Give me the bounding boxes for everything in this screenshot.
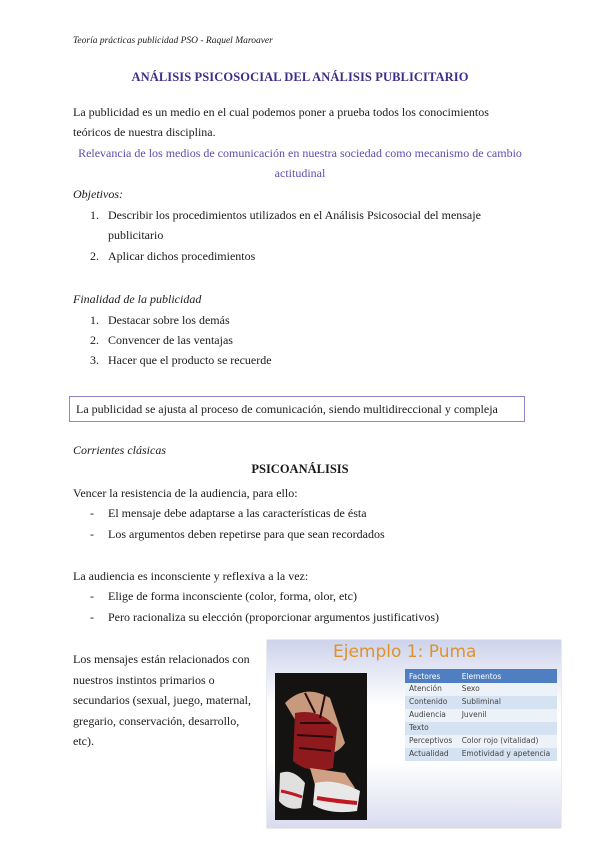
list-item: - Pero racionaliza su elección (proporcionar argumentos justificativos)	[90, 610, 439, 624]
list-item-text: Los argumentos deben repetirse para que sean recordados	[108, 527, 385, 541]
list-item: 2. Aplicar dichos procedimientos	[90, 249, 256, 263]
column-header: Elementos	[458, 669, 557, 683]
list-item: 2. Convencer de las ventajas	[90, 333, 233, 347]
list-item-text: Hacer que el producto se recuerde	[108, 353, 272, 367]
list-item: 1. Destacar sobre los demás	[90, 313, 230, 327]
finalidad-heading: Finalidad de la publicidad	[73, 292, 202, 306]
table-row	[405, 748, 557, 761]
table-header-row	[405, 669, 557, 683]
psicoanalisis-heading: PSICOANÁLISIS	[251, 462, 349, 476]
list-item: - Elige de forma inconsciente (color, forma, olor, etc)	[90, 589, 357, 603]
ad-photo	[275, 673, 367, 820]
table-cell: Subliminal	[458, 696, 557, 709]
table-row	[405, 735, 557, 748]
column-header: Factores	[405, 669, 458, 683]
mensajes-paragraph: Los mensajes están relacionados con nuestros instintos primarios o secundarios (sexual, juego, maternal, gregario, conservación, desarrollo, etc).	[73, 652, 251, 748]
table-cell: Contenido	[405, 696, 458, 709]
table-cell: Sexo	[458, 683, 557, 696]
list-item: 1. Describir los procedimientos utilizados en el Análisis Psicosocial del mensaje publicitario	[90, 208, 481, 242]
subtitle: Relevancia de los medios de comunicación en nuestra sociedad como mecanismo de cambio actitudinal	[78, 146, 522, 180]
table-cell: Actualidad	[405, 748, 458, 761]
table-cell: Juvenil	[458, 709, 557, 722]
list-item-text: El mensaje debe adaptarse a las características de ésta	[108, 506, 367, 520]
intro-paragraph: La publicidad es un medio en el cual podemos poner a prueba todos los conocimientos teóricos de nuestra disciplina.	[73, 105, 489, 139]
objetivos-heading: Objetivos:	[73, 187, 123, 201]
table-cell: Atención	[405, 683, 458, 696]
finalidad-list	[73, 310, 513, 370]
document-title: ANÁLISIS PSICOSOCIAL DEL ANÁLISIS PUBLICITARIO	[131, 70, 469, 84]
list-item-text: Pero racionaliza su elección (proporcionar argumentos justificativos)	[108, 610, 439, 624]
list-item: - El mensaje debe adaptarse a las características de ésta	[90, 506, 367, 520]
table-cell: Perceptivos	[405, 735, 458, 748]
table-row	[405, 709, 557, 722]
table-cell: Texto	[405, 722, 458, 735]
table-row	[405, 696, 557, 709]
list-item-text: Destacar sobre los demás	[108, 313, 230, 327]
list-item-text: Elige de forma inconsciente (color, forma, olor, etc)	[108, 589, 357, 603]
page-header: Teoría prácticas publicidad PSO - Raquel Maroaver	[73, 36, 273, 46]
audiencia-list	[73, 586, 543, 627]
audiencia-paragraph: La audiencia es inconsciente y reflexiva a la vez:	[73, 569, 309, 583]
table-row	[405, 722, 557, 735]
list-item-text: Describir los procedimientos utilizados en el Análisis Psicosocial del mensaje publicitario	[108, 208, 481, 242]
factors-table	[405, 669, 557, 761]
list-item: - Los argumentos deben repetirse para que sean recordados	[90, 527, 385, 541]
table-cell: Audiencia	[405, 709, 458, 722]
table-cell	[458, 722, 557, 735]
list-item: 3. Hacer que el producto se recuerde	[90, 353, 272, 367]
vencer-paragraph: Vencer la resistencia de la audiencia, para ello:	[73, 486, 298, 500]
boxed-statement: La publicidad se ajusta al proceso de comunicación, siendo multidireccional y compleja	[69, 396, 525, 422]
table-cell: Color rojo (vitalidad)	[458, 735, 557, 748]
list-item-text: Aplicar dichos procedimientos	[108, 249, 256, 263]
ad-photo-illustration	[275, 673, 367, 820]
table-cell: Emotividad y apetencia	[458, 748, 557, 761]
vencer-list	[73, 503, 533, 544]
slide-image	[267, 640, 561, 828]
table-row	[405, 683, 557, 696]
list-item-text: Convencer de las ventajas	[108, 333, 233, 347]
objetivos-list	[73, 205, 513, 266]
slide-title: Ejemplo 1: Puma	[333, 642, 477, 662]
corrientes-heading: Corrientes clásicas	[73, 443, 166, 457]
